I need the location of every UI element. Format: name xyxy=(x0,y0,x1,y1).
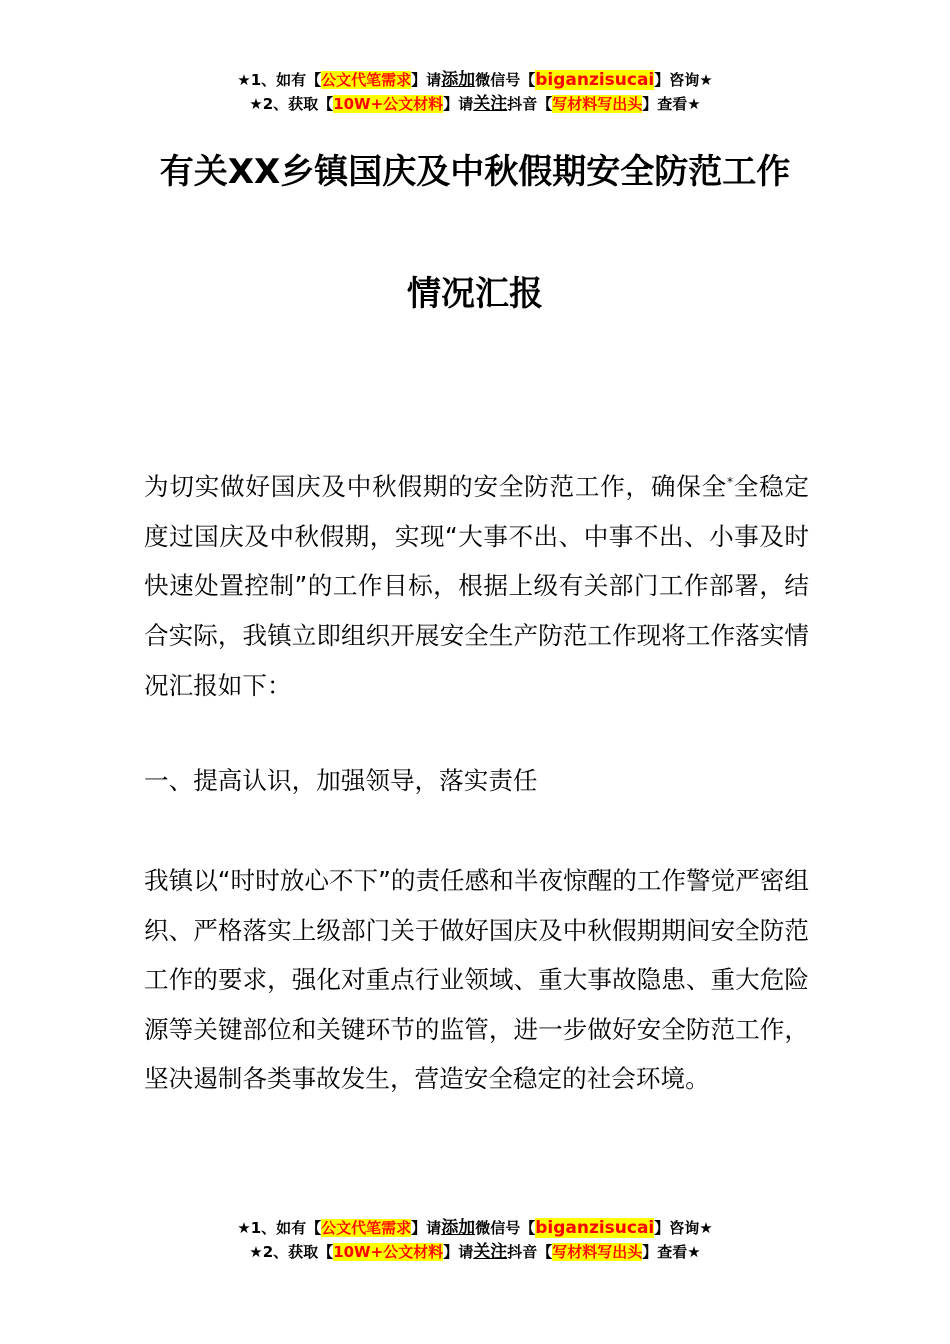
banner-line2-suffix: 】查看★ xyxy=(642,95,701,113)
footer-line2-emphasis: 关注 xyxy=(473,1242,508,1262)
footer-line1-prefix: ★1、如有【 xyxy=(237,1219,322,1237)
banner-line1-highlight-wechat: biganzisucai xyxy=(535,70,655,90)
intro-paragraph-part2: 全稳定度过国庆及中秋假期，实现“大事不出、中事不出、小事及时快速处置控制”的工作目标，根据上级有关部门工作部署，结合实际，我镇立即组织开展安全生产防范工作现将工作落实情况汇报如下： xyxy=(144,472,809,700)
section-1-paragraph: 我镇以“时时放心不下”的责任感和半夜惊醒的工作警觉严密组织、严格落实上级部门关于做好国庆及中秋假期期间安全防范工作的要求，强化对重点行业领域、重大事故隐患、重大危险源等关键部位和关键环节的监管，进一步做好安全防范工作，坚决遏制各类事故发生，营造安全稳定的社会环境。 xyxy=(144,866,809,1094)
banner-line-1 xyxy=(0,68,950,92)
banner-line2-highlight-materials: 10W+公文材料 xyxy=(333,95,444,113)
banner-line1-prefix: ★1、如有【 xyxy=(237,71,322,89)
footer-line1-mid2: 微信号【 xyxy=(475,1219,536,1237)
footer-line1-suffix: 】咨询★ xyxy=(654,1219,713,1237)
footer-line2-mid1: 】请 xyxy=(443,1243,474,1261)
banner-line-2 xyxy=(0,92,950,116)
footer-line1-highlight-wechat: biganzisucai xyxy=(535,1218,655,1238)
section-heading-1: 一、提高认识，加强领导，落实责任 xyxy=(144,766,538,795)
footer-line2-mid2: 抖音【 xyxy=(507,1243,553,1261)
banner-line2-mid2: 抖音【 xyxy=(507,95,553,113)
document-title-line-1: 有关XX乡镇国庆及中秋假期安全防范工作 xyxy=(159,152,791,192)
banner-line2-prefix: ★2、获取【 xyxy=(249,95,334,113)
intro-paragraph-mark: * xyxy=(726,475,733,489)
footer-line2-highlight-douyin: 写材料写出头 xyxy=(552,1243,643,1261)
footer-banner xyxy=(0,1216,950,1264)
banner-line2-emphasis: 关注 xyxy=(473,94,508,114)
header-banner xyxy=(0,68,950,116)
banner-line1-mid1: 】请 xyxy=(411,71,442,89)
banner-line1-mid2: 微信号【 xyxy=(475,71,536,89)
banner-line2-mid1: 】请 xyxy=(443,95,474,113)
footer-banner-line-2 xyxy=(0,1240,950,1264)
footer-line2-prefix: ★2、获取【 xyxy=(249,1243,334,1261)
footer-line1-highlight-service: 公文代笔需求 xyxy=(321,1219,412,1237)
intro-paragraph-part1: 为切实做好国庆及中秋假期的安全防范工作，确保全 xyxy=(144,472,727,502)
footer-line1-mid1: 】请 xyxy=(411,1219,442,1237)
banner-line1-highlight-service: 公文代笔需求 xyxy=(321,71,412,89)
footer-line1-emphasis: 添加 xyxy=(441,1218,476,1238)
footer-banner-line-1 xyxy=(0,1216,950,1240)
document-title-line-2: 情况汇报 xyxy=(407,274,543,314)
banner-line1-suffix: 】咨询★ xyxy=(654,71,713,89)
footer-line2-suffix: 】查看★ xyxy=(642,1243,701,1261)
banner-line1-emphasis: 添加 xyxy=(441,70,476,90)
footer-line2-highlight-materials: 10W+公文材料 xyxy=(333,1243,444,1261)
banner-line2-highlight-douyin: 写材料写出头 xyxy=(552,95,643,113)
intro-paragraph xyxy=(144,458,809,710)
